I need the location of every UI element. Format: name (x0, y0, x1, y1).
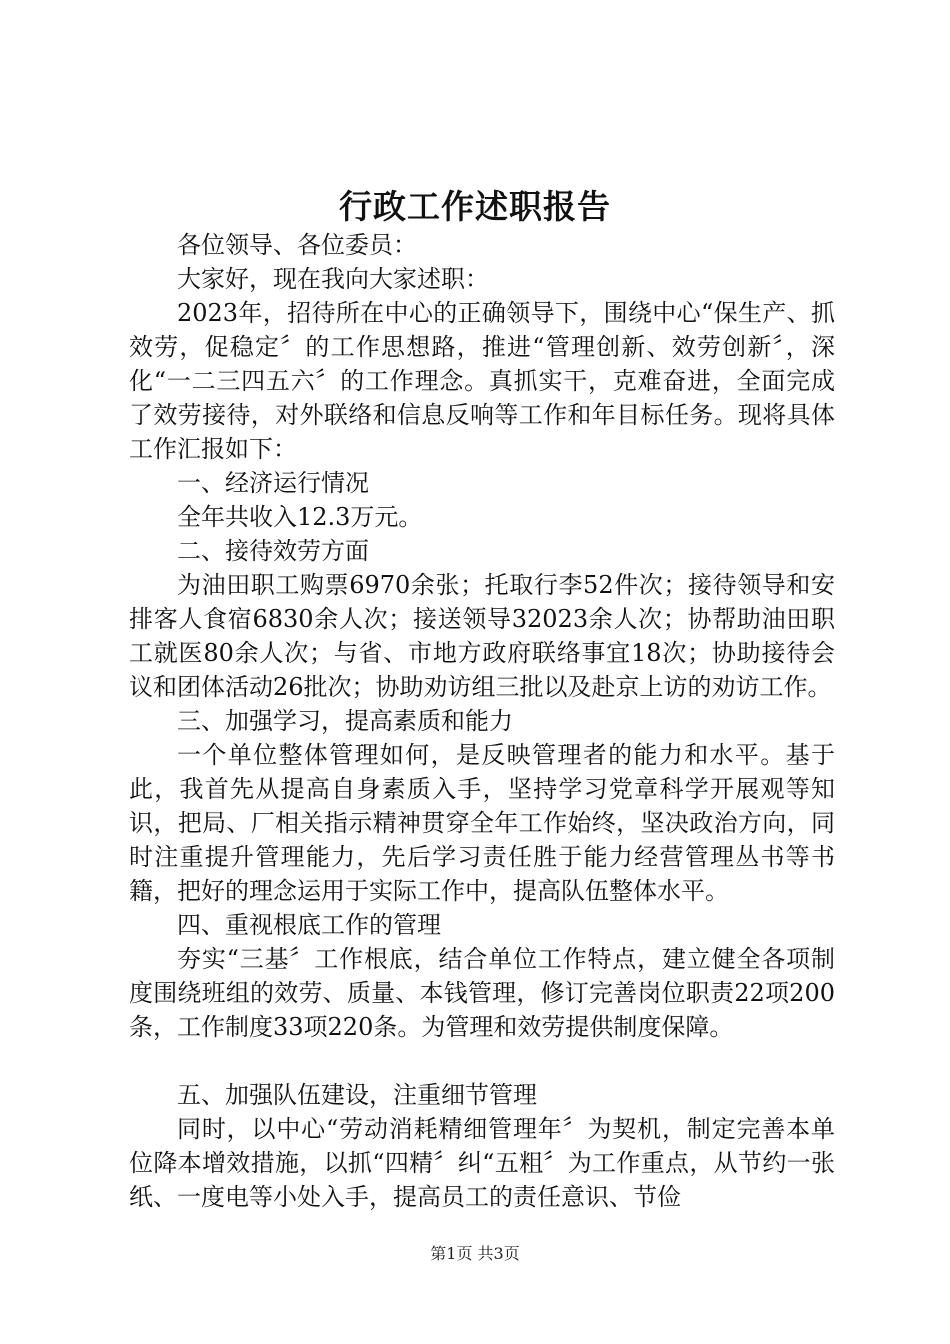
document-title: 行政工作述职报告 (339, 187, 611, 226)
section-heading-foundation: 四、重视根底工作的管理 (177, 911, 441, 939)
page-number-footer: 第1页 共3页 (430, 1244, 520, 1263)
section-heading-reception: 二、接待效劳方面 (177, 537, 369, 565)
learning-paragraph: 一个单位整体管理如何，是反映管理者的能力和水平。基于此，我首先从提高自身素质入手，坚持学习党章科学开展观等知识，把局、厂相关指示精神贯穿全年工作始终，坚决政治方向，同时注重提升管理能力，先后学习责任胜于能力经营管理丛书等书籍，把好的理念运用于实际工作中，提高队伍整体水平。 (129, 741, 835, 905)
section-heading-team: 五、加强队伍建设，注重细节管理 (177, 1081, 537, 1109)
reception-paragraph: 为油田职工购票6970余张；托取行李52件次；接待领导和安排客人食宿6830余人次；接送领导32023余人次；协帮助油田职工就医80余人次；与省、市地方政府联络事宜18次；协助接待会议和团体活动26批次；协助劝访组三批以及赴京上访的劝访工作。 (129, 571, 835, 701)
economy-paragraph: 全年共收入12.3万元。 (177, 503, 423, 531)
intro-paragraph: 2023年，招待所在中心的正确领导下，围绕中心“保生产、抓效劳，促稳定〞的工作思想路，推进“管理创新、效劳创新〞，深化“一二三四五六〞的工作理念。真抓实干，克难奋进，全面完成了效劳接待，对外联络和信息反响等工作和年目标任务。现将具体工作汇报如下： (129, 299, 835, 463)
salutation: 各位领导、各位委员： (177, 231, 417, 259)
section-heading-learning: 三、加强学习，提高素质和能力 (177, 707, 513, 735)
team-paragraph: 同时，以中心“劳动消耗精细管理年〞为契机，制定完善本单位降本增效措施，以抓“四精〞纠“五粗〞为工作重点，从节约一张纸、一度电等小处入手，提高员工的责任意识、节俭 (129, 1115, 835, 1211)
greeting: 大家好，现在我向大家述职： (177, 265, 489, 293)
section-heading-economy: 一、经济运行情况 (177, 469, 369, 497)
document-body (129, 228, 835, 1214)
foundation-paragraph: 夯实“三基〞工作根底，结合单位工作特点，建立健全各项制度围绕班组的效劳、质量、本钱管理，修订完善岗位职责22项200条，工作制度33项220条。为管理和效劳提供制度保障。 (129, 945, 835, 1041)
